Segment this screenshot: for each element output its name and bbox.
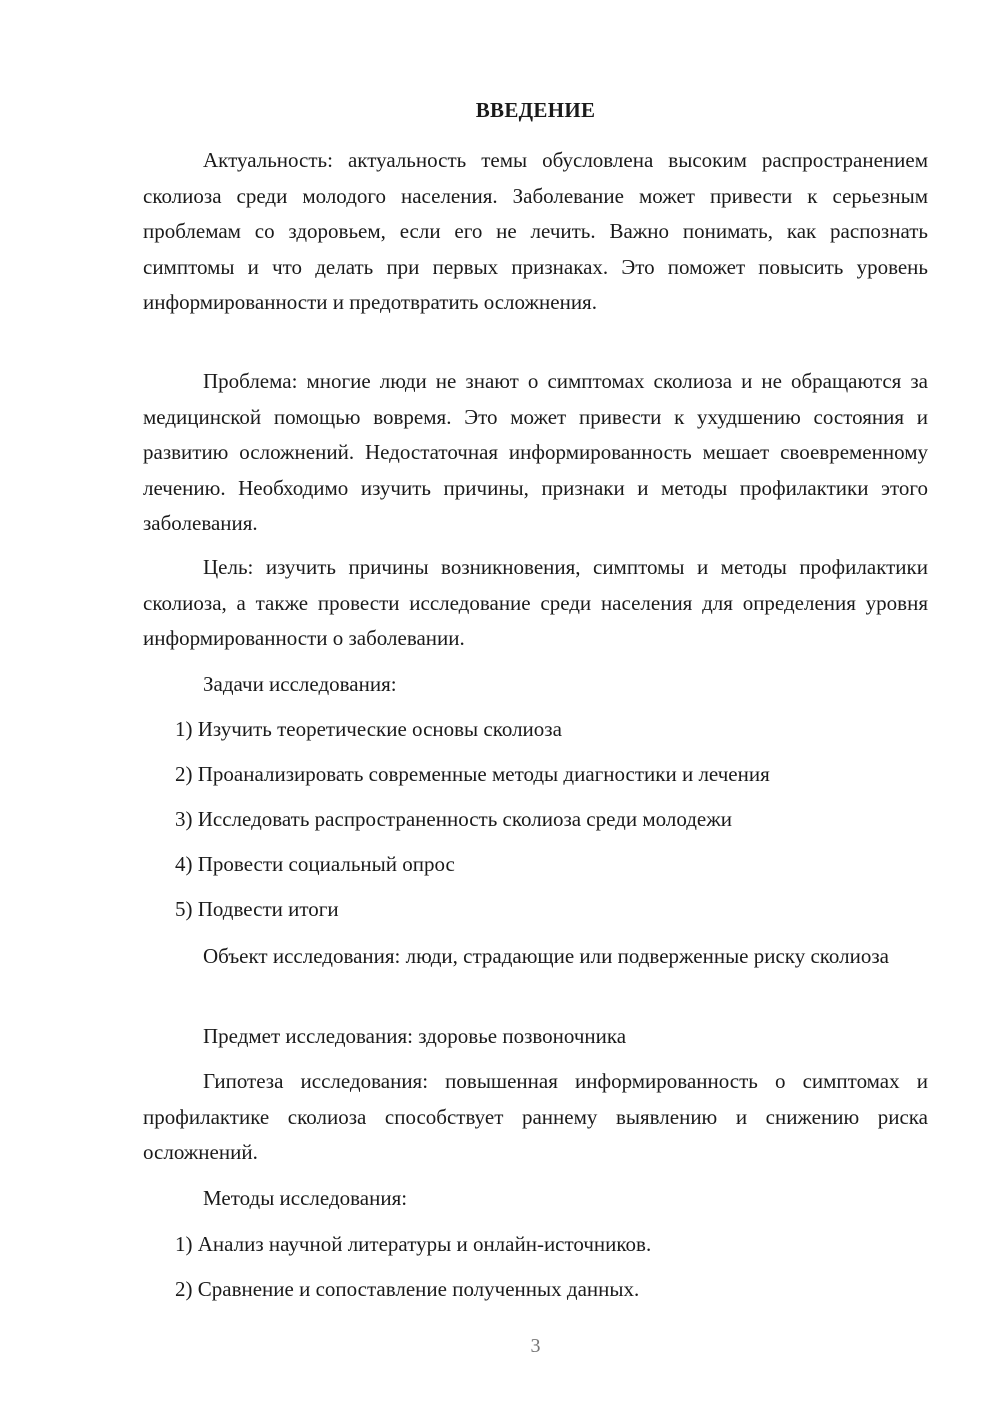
hypothesis-paragraph: Гипотеза исследования: повышенная информированность о симптомах и профилактике сколиоза способствует раннему выявлению и снижению риска осложнений. [143,1069,928,1164]
task-item-5: 5) Подвести итоги [175,897,339,921]
method-item-2: 2) Сравнение и сопоставление полученных данных. [175,1277,640,1301]
tasks-title: Задачи исследования: [203,672,397,696]
page-number: 3 [530,1335,541,1357]
relevance-paragraph: Актуальность: актуальность темы обусловлена высоким распространением сколиоза среди молодого населения. Заболевание может привести к серьезным проблемам со здоровьем, если его не лечить. Важно понимать, как распознать симптомы и что делать при первых признаках. Это поможет повысить уровень информированности и предотвратить осложнения. [143,148,928,314]
method-item-1: 1) Анализ научной литературы и онлайн-источников. [175,1232,652,1256]
page-title: ВВЕДЕНИЕ [475,98,596,122]
document-page [143,0,928,1414]
goal-paragraph: Цель: изучить причины возникновения, симптомы и методы профилактики сколиоза, а также провести исследование среди населения для определения уровня информированности о заболевании. [143,555,928,650]
task-item-2: 2) Проанализировать современные методы диагностики и лечения [175,762,770,786]
methods-title: Методы исследования: [203,1186,408,1210]
task-item-1: 1) Изучить теоретические основы сколиоза [175,717,562,741]
problem-paragraph: Проблема: многие люди не знают о симптомах сколиоза и не обращаются за медицинской помощью вовремя. Это может привести к ухудшению состояния и развитию осложнений. Недостаточная информированность мешает своевременному лечению. Необходимо изучить причины, признаки и методы профилактики этого заболевания. [143,369,928,535]
task-item-4: 4) Провести социальный опрос [175,852,455,876]
task-item-3: 3) Исследовать распространенность сколиоза среди молодежи [175,807,732,831]
subject-paragraph: Предмет исследования: здоровье позвоночника [203,1024,627,1048]
object-paragraph: Объект исследования: люди, страдающие или подверженные риску сколиоза [203,944,889,968]
